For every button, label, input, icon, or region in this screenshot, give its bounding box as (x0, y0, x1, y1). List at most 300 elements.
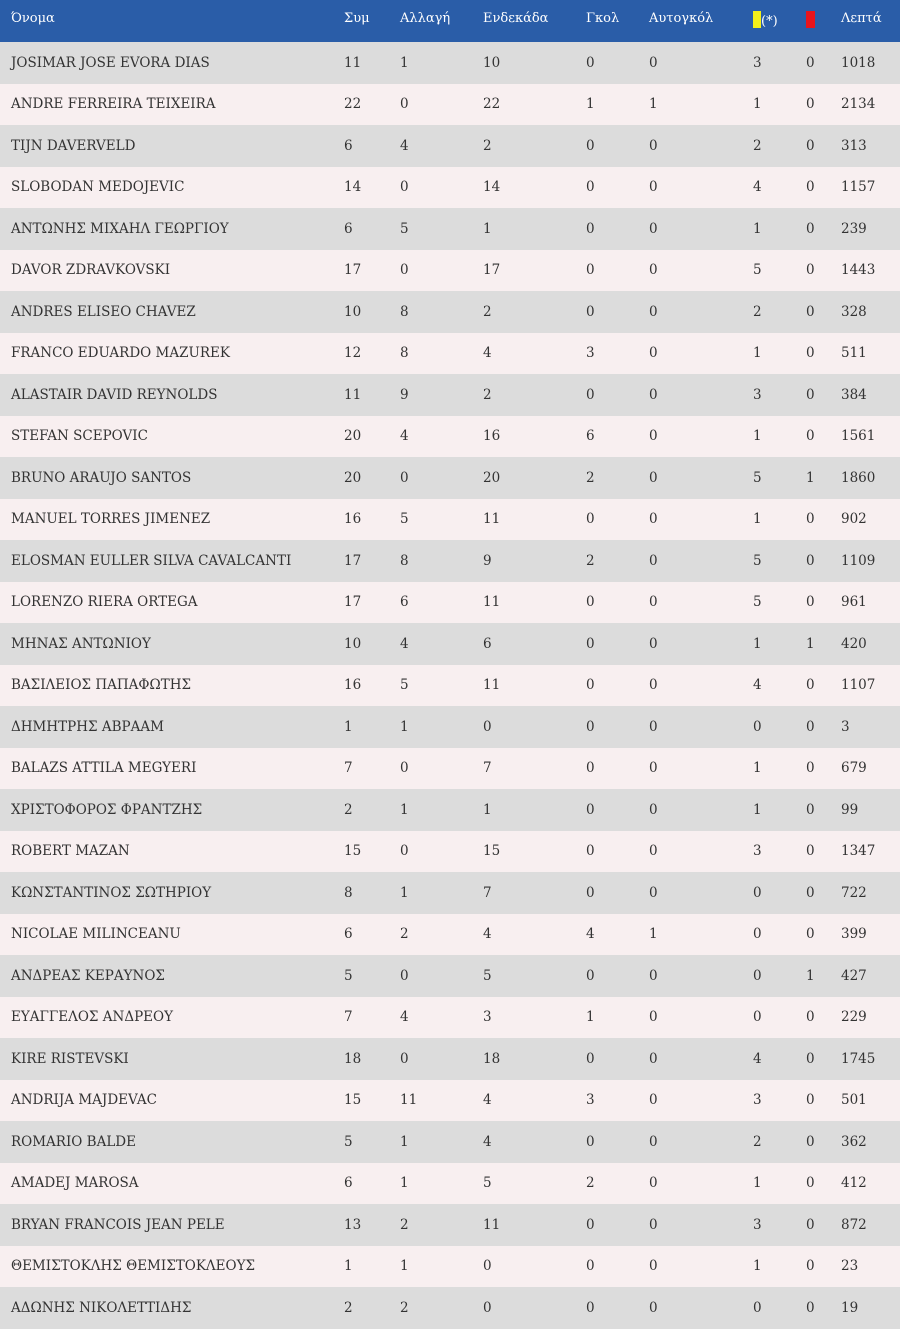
minutes-cell: 1443 (841, 262, 876, 279)
table-body (0, 42, 900, 1329)
goals-cell: 0 (586, 884, 595, 901)
red-cards-cell: 0 (806, 137, 815, 154)
table-row (0, 1080, 900, 1122)
appearances-cell: 2 (344, 801, 353, 818)
red-cards-cell: 0 (806, 220, 815, 237)
goals-cell: 1 (586, 96, 595, 113)
appearances-cell: 11 (344, 386, 362, 403)
minutes-cell: 1347 (841, 843, 876, 860)
subs-cell: 8 (400, 345, 409, 362)
minutes-cell: 99 (841, 801, 859, 818)
own-goals-cell: 0 (649, 1050, 658, 1067)
starts-cell: 7 (483, 884, 492, 901)
yellow-cards-cell: 3 (753, 1216, 762, 1233)
appearances-cell: 5 (344, 1133, 353, 1150)
table-row (0, 499, 900, 541)
minutes-cell: 961 (841, 594, 867, 611)
subs-cell: 1 (400, 54, 409, 71)
red-cards-cell: 0 (806, 677, 815, 694)
goals-cell: 0 (586, 1050, 595, 1067)
appearances-cell: 12 (344, 345, 362, 362)
subs-cell: 0 (400, 469, 409, 486)
own-goals-cell: 0 (649, 1092, 658, 1109)
yellow-cards-cell: 1 (753, 1258, 762, 1275)
table-row (0, 1121, 900, 1163)
starts-cell: 4 (483, 345, 492, 362)
red-cards-cell: 1 (806, 469, 815, 486)
yellow-cards-cell: 0 (753, 884, 762, 901)
own-goals-cell: 0 (649, 469, 658, 486)
starts-cell: 14 (483, 179, 501, 196)
yellow-cards-cell: 1 (753, 801, 762, 818)
own-goals-cell: 0 (649, 54, 658, 71)
player-name-cell: ΑΝΤΩΝΗΣ ΜΙΧΑΗΛ ΓΕΩΡΓΙΟΥ (11, 220, 229, 237)
goals-cell: 1 (586, 1009, 595, 1026)
table-row (0, 125, 900, 167)
table-row (0, 914, 900, 956)
table-row (0, 42, 900, 84)
goals-cell: 0 (586, 760, 595, 777)
red-cards-cell: 0 (806, 303, 815, 320)
minutes-cell: 328 (841, 303, 867, 320)
yellow-cards-cell: 1 (753, 635, 762, 652)
starts-cell: 18 (483, 1050, 501, 1067)
starts-cell: 0 (483, 1299, 492, 1316)
player-name-cell: MANUEL TORRES JIMENEZ (11, 511, 211, 528)
table-row (0, 955, 900, 997)
player-name-cell: ROBERT MAZAN (11, 843, 130, 860)
player-name-cell: TIJN DAVERVELD (11, 137, 136, 154)
starts-cell: 2 (483, 386, 492, 403)
starts-cell: 5 (483, 1175, 492, 1192)
starts-cell: 4 (483, 1092, 492, 1109)
starts-cell: 4 (483, 1133, 492, 1150)
starts-cell: 20 (483, 469, 501, 486)
minutes-cell: 1157 (841, 179, 876, 196)
appearances-cell: 16 (344, 677, 362, 694)
table-row (0, 706, 900, 748)
red-cards-cell: 0 (806, 179, 815, 196)
appearances-cell: 7 (344, 760, 353, 777)
own-goals-cell: 0 (649, 220, 658, 237)
starts-cell: 10 (483, 54, 501, 71)
player-name-cell: ΑΔΩΝΗΣ ΝΙΚΟΛΕΤΤΙΔΗΣ (11, 1299, 192, 1316)
goals-cell: 2 (586, 1175, 595, 1192)
own-goals-cell: 0 (649, 1175, 658, 1192)
starts-cell: 1 (483, 801, 492, 818)
header-appearances[interactable]: Συμ (344, 11, 370, 26)
red-cards-cell: 1 (806, 967, 815, 984)
red-cards-cell: 0 (806, 1133, 815, 1150)
player-name-cell: AMADEJ MAROSA (11, 1175, 139, 1192)
yellow-cards-cell: 0 (753, 1009, 762, 1026)
red-cards-cell: 0 (806, 96, 815, 113)
table-row (0, 1204, 900, 1246)
table-row (0, 1163, 900, 1205)
subs-cell: 0 (400, 96, 409, 113)
table-row (0, 623, 900, 665)
appearances-cell: 6 (344, 137, 353, 154)
goals-cell: 4 (586, 926, 595, 943)
subs-cell: 0 (400, 1050, 409, 1067)
red-cards-cell: 0 (806, 345, 815, 362)
own-goals-cell: 0 (649, 718, 658, 735)
subs-cell: 4 (400, 137, 409, 154)
own-goals-cell: 0 (649, 428, 658, 445)
own-goals-cell: 0 (649, 843, 658, 860)
own-goals-cell: 0 (649, 511, 658, 528)
table-row (0, 84, 900, 126)
own-goals-cell: 0 (649, 1258, 658, 1275)
subs-cell: 1 (400, 1258, 409, 1275)
minutes-cell: 3 (841, 718, 850, 735)
table-row (0, 250, 900, 292)
goals-cell: 2 (586, 552, 595, 569)
red-cards-cell: 0 (806, 843, 815, 860)
red-cards-cell: 0 (806, 1092, 815, 1109)
appearances-cell: 20 (344, 428, 362, 445)
goals-cell: 0 (586, 386, 595, 403)
player-name-cell: ΔΗΜΗΤΡΗΣ ΑΒΡΑΑΜ (11, 718, 164, 735)
minutes-cell: 722 (841, 884, 867, 901)
player-name-cell: ΑΝΔΡΕΑΣ ΚΕΡΑΥΝΟΣ (11, 967, 165, 984)
minutes-cell: 1745 (841, 1050, 876, 1067)
minutes-cell: 1860 (841, 469, 876, 486)
subs-cell: 2 (400, 1299, 409, 1316)
player-name-cell: ΘΕΜΙΣΤΟΚΛΗΣ ΘΕΜΙΣΤΟΚΛΕΟΥΣ (11, 1258, 256, 1275)
yellow-cards-cell: 1 (753, 345, 762, 362)
starts-cell: 16 (483, 428, 501, 445)
red-cards-cell: 0 (806, 1258, 815, 1275)
yellow-cards-cell: 1 (753, 1175, 762, 1192)
starts-cell: 5 (483, 967, 492, 984)
starts-cell: 6 (483, 635, 492, 652)
red-cards-cell: 0 (806, 1216, 815, 1233)
goals-cell: 0 (586, 801, 595, 818)
minutes-cell: 313 (841, 137, 867, 154)
table-row (0, 291, 900, 333)
starts-cell: 3 (483, 1009, 492, 1026)
player-name-cell: ΚΩΝΣΤΑΝΤΙΝΟΣ ΣΩΤΗΡΙΟΥ (11, 884, 212, 901)
table-row (0, 333, 900, 375)
appearances-cell: 1 (344, 1258, 353, 1275)
goals-cell: 0 (586, 718, 595, 735)
goals-cell: 0 (586, 594, 595, 611)
yellow-cards-cell: 4 (753, 677, 762, 694)
player-name-cell: DAVOR ZDRAVKOVSKI (11, 262, 171, 279)
own-goals-cell: 0 (649, 552, 658, 569)
yellow-cards-cell: 5 (753, 594, 762, 611)
yellow-cards-cell: 4 (753, 1050, 762, 1067)
own-goals-cell: 0 (649, 594, 658, 611)
header-goals[interactable]: Γκολ (586, 11, 620, 26)
subs-cell: 1 (400, 1133, 409, 1150)
red-cards-cell: 0 (806, 386, 815, 403)
player-name-cell: ΜΗΝΑΣ ΑΝΤΩΝΙΟΥ (11, 635, 151, 652)
minutes-cell: 902 (841, 511, 867, 528)
subs-cell: 0 (400, 967, 409, 984)
header-minutes[interactable]: Λεπτά (841, 11, 882, 26)
appearances-cell: 6 (344, 220, 353, 237)
own-goals-cell: 1 (649, 96, 658, 113)
table-row (0, 997, 900, 1039)
goals-cell: 0 (586, 1299, 595, 1316)
table-row (0, 1246, 900, 1288)
table-row (0, 374, 900, 416)
yellow-cards-cell: 1 (753, 220, 762, 237)
subs-cell: 9 (400, 386, 409, 403)
table-row (0, 208, 900, 250)
red-cards-cell: 0 (806, 760, 815, 777)
subs-cell: 5 (400, 511, 409, 528)
goals-cell: 0 (586, 262, 595, 279)
table-row (0, 789, 900, 831)
starts-cell: 1 (483, 220, 492, 237)
red-cards-cell: 0 (806, 1009, 815, 1026)
appearances-cell: 13 (344, 1216, 362, 1233)
yellow-cards-cell: 5 (753, 552, 762, 569)
goals-cell: 0 (586, 1133, 595, 1150)
red-cards-cell: 0 (806, 54, 815, 71)
header-starts[interactable]: Ενδεκάδα (483, 11, 549, 26)
player-name-cell: ΧΡΙΣΤΟΦΟΡΟΣ ΦΡΑΝΤΖΗΣ (11, 801, 203, 818)
subs-cell: 8 (400, 303, 409, 320)
red-cards-cell: 0 (806, 511, 815, 528)
appearances-cell: 17 (344, 552, 362, 569)
subs-cell: 2 (400, 926, 409, 943)
red-cards-cell: 0 (806, 552, 815, 569)
appearances-cell: 16 (344, 511, 362, 528)
yellow-cards-cell: 2 (753, 1133, 762, 1150)
starts-cell: 0 (483, 718, 492, 735)
header-yellow-cards[interactable] (753, 0, 806, 42)
subs-cell: 0 (400, 843, 409, 860)
minutes-cell: 427 (841, 967, 867, 984)
appearances-cell: 14 (344, 179, 362, 196)
player-name-cell: ANDRE FERREIRA TEIXEIRA (11, 96, 216, 113)
starts-cell: 11 (483, 594, 501, 611)
yellow-cards-cell: 4 (753, 179, 762, 196)
minutes-cell: 1107 (841, 677, 876, 694)
red-cards-cell: 0 (806, 1175, 815, 1192)
red-cards-cell: 0 (806, 801, 815, 818)
table-row (0, 665, 900, 707)
table-row (0, 872, 900, 914)
red-card-icon (806, 11, 815, 28)
table-row (0, 831, 900, 873)
subs-cell: 1 (400, 718, 409, 735)
player-name-cell: BRUNO ARAUJO SANTOS (11, 469, 192, 486)
goals-cell: 0 (586, 1258, 595, 1275)
own-goals-cell: 0 (649, 801, 658, 818)
table-row (0, 582, 900, 624)
appearances-cell: 11 (344, 54, 362, 71)
minutes-cell: 1561 (841, 428, 876, 445)
goals-cell: 0 (586, 179, 595, 196)
minutes-cell: 511 (841, 345, 867, 362)
appearances-cell: 7 (344, 1009, 353, 1026)
minutes-cell: 384 (841, 386, 867, 403)
subs-cell: 5 (400, 677, 409, 694)
appearances-cell: 1 (344, 718, 353, 735)
own-goals-cell: 0 (649, 1009, 658, 1026)
appearances-cell: 10 (344, 635, 362, 652)
red-cards-cell: 0 (806, 1050, 815, 1067)
table-row (0, 1287, 900, 1329)
minutes-cell: 362 (841, 1133, 867, 1150)
own-goals-cell: 0 (649, 345, 658, 362)
starts-cell: 15 (483, 843, 501, 860)
player-name-cell: BRYAN FRANCOIS JEAN PELE (11, 1216, 225, 1233)
minutes-cell: 501 (841, 1092, 867, 1109)
goals-cell: 0 (586, 677, 595, 694)
player-name-cell: NICOLAE MILINCEANU (11, 926, 181, 943)
goals-cell: 2 (586, 469, 595, 486)
minutes-cell: 23 (841, 1258, 859, 1275)
appearances-cell: 18 (344, 1050, 362, 1067)
yellow-cards-cell: 0 (753, 967, 762, 984)
goals-cell: 3 (586, 1092, 595, 1109)
own-goals-cell: 0 (649, 1133, 658, 1150)
player-name-cell: BALAZS ATTILA MEGYERI (11, 760, 197, 777)
player-name-cell: ΒΑΣΙΛΕΙΟΣ ΠΑΠΑΦΩΤΗΣ (11, 677, 192, 694)
player-name-cell: SLOBODAN MEDOJEVIC (11, 179, 185, 196)
appearances-cell: 6 (344, 1175, 353, 1192)
own-goals-cell: 0 (649, 303, 658, 320)
yellow-cards-cell: 0 (753, 1299, 762, 1316)
own-goals-cell: 0 (649, 179, 658, 196)
appearances-cell: 15 (344, 843, 362, 860)
player-name-cell: FRANCO EDUARDO MAZUREK (11, 345, 230, 362)
minutes-cell: 1109 (841, 552, 876, 569)
own-goals-cell: 0 (649, 262, 658, 279)
minutes-cell: 412 (841, 1175, 867, 1192)
starts-cell: 11 (483, 511, 501, 528)
player-name-cell: STEFAN SCEPOVIC (11, 428, 148, 445)
appearances-cell: 15 (344, 1092, 362, 1109)
minutes-cell: 19 (841, 1299, 859, 1316)
appearances-cell: 6 (344, 926, 353, 943)
appearances-cell: 20 (344, 469, 362, 486)
subs-cell: 0 (400, 760, 409, 777)
own-goals-cell: 0 (649, 1299, 658, 1316)
red-cards-cell: 0 (806, 262, 815, 279)
appearances-cell: 2 (344, 1299, 353, 1316)
goals-cell: 0 (586, 54, 595, 71)
starts-cell: 4 (483, 926, 492, 943)
appearances-cell: 10 (344, 303, 362, 320)
yellow-cards-cell: 2 (753, 303, 762, 320)
red-cards-cell: 0 (806, 926, 815, 943)
header-own-goals[interactable]: Αυτογκόλ (649, 11, 714, 26)
yellow-cards-cell: 3 (753, 386, 762, 403)
red-cards-cell: 0 (806, 718, 815, 735)
goals-cell: 0 (586, 303, 595, 320)
table-header (0, 0, 900, 42)
yellow-card-note: (*) (761, 14, 778, 29)
yellow-cards-cell: 0 (753, 718, 762, 735)
yellow-card-icon (753, 11, 761, 28)
goals-cell: 0 (586, 511, 595, 528)
subs-cell: 2 (400, 1216, 409, 1233)
red-cards-cell: 1 (806, 635, 815, 652)
own-goals-cell: 0 (649, 884, 658, 901)
goals-cell: 0 (586, 967, 595, 984)
own-goals-cell: 0 (649, 760, 658, 777)
own-goals-cell: 0 (649, 386, 658, 403)
starts-cell: 11 (483, 1216, 501, 1233)
header-row (0, 0, 900, 42)
goals-cell: 0 (586, 635, 595, 652)
starts-cell: 2 (483, 137, 492, 154)
red-cards-cell: 0 (806, 594, 815, 611)
yellow-cards-cell: 1 (753, 428, 762, 445)
header-subs[interactable]: Αλλαγή (400, 11, 451, 26)
own-goals-cell: 0 (649, 1216, 658, 1233)
starts-cell: 7 (483, 760, 492, 777)
subs-cell: 6 (400, 594, 409, 611)
table-row (0, 540, 900, 582)
table-row (0, 416, 900, 458)
goals-cell: 3 (586, 345, 595, 362)
yellow-cards-cell: 3 (753, 54, 762, 71)
goals-cell: 0 (586, 137, 595, 154)
yellow-cards-cell: 5 (753, 469, 762, 486)
subs-cell: 8 (400, 552, 409, 569)
player-name-cell: LORENZO RIERA ORTEGA (11, 594, 198, 611)
own-goals-cell: 1 (649, 926, 658, 943)
red-cards-cell: 0 (806, 428, 815, 445)
subs-cell: 4 (400, 635, 409, 652)
minutes-cell: 679 (841, 760, 867, 777)
red-cards-cell: 0 (806, 884, 815, 901)
own-goals-cell: 0 (649, 635, 658, 652)
yellow-cards-cell: 0 (753, 926, 762, 943)
player-name-cell: ΕΥΑΓΓΕΛΟΣ ΑΝΔΡΕΟΥ (11, 1009, 173, 1026)
yellow-cards-cell: 3 (753, 1092, 762, 1109)
red-cards-cell: 0 (806, 1299, 815, 1316)
subs-cell: 1 (400, 801, 409, 818)
subs-cell: 4 (400, 428, 409, 445)
goals-cell: 0 (586, 843, 595, 860)
minutes-cell: 399 (841, 926, 867, 943)
yellow-cards-cell: 1 (753, 511, 762, 528)
header-red-cards[interactable] (806, 0, 841, 42)
player-name-cell: JOSIMAR JOSE EVORA DIAS (11, 54, 210, 71)
yellow-cards-cell: 1 (753, 760, 762, 777)
appearances-cell: 5 (344, 967, 353, 984)
subs-cell: 11 (400, 1092, 418, 1109)
minutes-cell: 872 (841, 1216, 867, 1233)
player-name-cell: ROMARIO BALDE (11, 1133, 136, 1150)
subs-cell: 1 (400, 1175, 409, 1192)
header-name[interactable]: Όνομα (11, 11, 55, 26)
starts-cell: 11 (483, 677, 501, 694)
minutes-cell: 2134 (841, 96, 876, 113)
table-row (0, 457, 900, 499)
player-name-cell: KIRE RISTEVSKI (11, 1050, 129, 1067)
own-goals-cell: 0 (649, 967, 658, 984)
yellow-cards-cell: 5 (753, 262, 762, 279)
goals-cell: 6 (586, 428, 595, 445)
starts-cell: 17 (483, 262, 501, 279)
yellow-cards-cell: 3 (753, 843, 762, 860)
appearances-cell: 17 (344, 262, 362, 279)
subs-cell: 4 (400, 1009, 409, 1026)
appearances-cell: 8 (344, 884, 353, 901)
player-name-cell: ANDRES ELISEO CHAVEZ (11, 303, 196, 320)
player-name-cell: ANDRIJA MAJDEVAC (11, 1092, 157, 1109)
